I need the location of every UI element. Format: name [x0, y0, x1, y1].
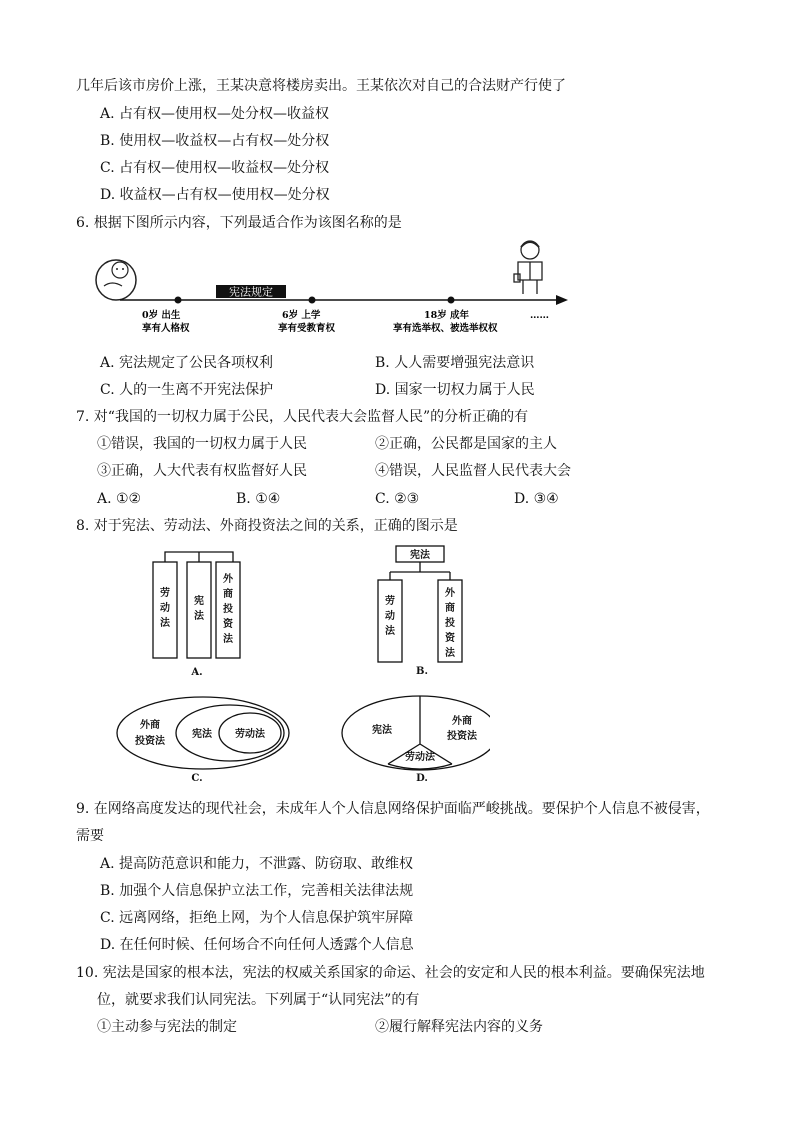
svg-text:资: 资 — [223, 619, 233, 630]
q10-item-1: ①主动参与宪法的制定 — [97, 1019, 237, 1035]
q6-option-c: C. 人的一生离不开宪法保护 — [100, 382, 274, 398]
d-foreign-2: 投资法 — [447, 731, 477, 742]
p3-age: 18岁 成年 — [424, 310, 470, 321]
q7-option-b: B. ①④ — [236, 491, 281, 507]
diagram-b-label: B. — [416, 666, 428, 677]
q6-option-b: B. 人人需要增强宪法意识 — [375, 355, 535, 371]
svg-text:法: 法 — [194, 611, 204, 622]
q9-stem-line2: 需要 — [76, 828, 104, 844]
svg-text:法: 法 — [223, 634, 233, 645]
p1-right: 享有人格权 — [142, 323, 190, 334]
q7-item-2: ②正确，公民都是国家的主人 — [375, 436, 557, 452]
c-foreign-1: 外商 — [140, 720, 160, 731]
svg-text:外: 外 — [445, 588, 455, 599]
q9-stem-line1: 9. 在网络高度发达的现代社会，未成年人个人信息网络保护面临严峻挑战。要保护个人信息不被侵害， — [76, 801, 710, 817]
svg-text:法: 法 — [160, 618, 170, 629]
baby-icon — [96, 260, 136, 300]
d-labor: 劳动法 — [405, 752, 435, 763]
q6-stem: 6. 根据下图所示内容，下列最适合作为该图名称的是 — [76, 215, 402, 231]
q5-option-b: B. 使用权—收益权—占有权—处分权 — [100, 133, 330, 149]
diagram-a-label: A. — [191, 667, 203, 678]
d-foreign-1: 外商 — [452, 716, 472, 727]
timeline-dot — [175, 297, 182, 304]
p3-right: 享有选举权、被选举权权 — [393, 323, 498, 334]
svg-text:资: 资 — [445, 633, 455, 644]
svg-text:动: 动 — [385, 611, 395, 622]
arrow-head-icon — [556, 295, 568, 305]
p2-right: 享有受教育权 — [278, 323, 336, 334]
a-labor-1: 劳 — [160, 588, 170, 599]
c-labor: 劳动法 — [235, 729, 265, 740]
q7-item-3: ③正确，人大代表有权监督好人民 — [97, 463, 307, 479]
d-constitution: 宪法 — [372, 725, 392, 736]
q6-option-a: A. 宪法规定了公民各项权利 — [100, 355, 274, 371]
diagram-d-label: D. — [416, 773, 428, 784]
q6-timeline — [90, 238, 580, 338]
p1-age: 0岁 出生 — [142, 310, 181, 321]
svg-text:法: 法 — [385, 626, 395, 637]
q9-option-b: B. 加强个人信息保护立法工作，完善相关法律法规 — [100, 883, 414, 899]
timeline-dot — [448, 297, 455, 304]
svg-text:投: 投 — [223, 604, 233, 615]
timeline-dot — [309, 297, 316, 304]
c-constitution: 宪法 — [192, 729, 212, 740]
a-foreign-1: 外 — [223, 574, 233, 585]
diagram-c-label: C. — [191, 773, 203, 784]
q9-option-d: D. 在任何时候、任何场合不向任何人透露个人信息 — [100, 937, 414, 953]
q10-stem-line1: 10. 宪法是国家的根本法，宪法的权威关系国家的命运、社会的安定和人民的根本利益。要确保宪法地 — [76, 965, 705, 981]
c-foreign-2: 投资法 — [135, 736, 165, 747]
q9-option-a: A. 提高防范意识和能力，不泄露、防窃取、敢维权 — [100, 856, 414, 872]
q5-stem: 几年后该市房价上涨，王某决意将楼房卖出。王某依次对自己的合法财产行使了 — [76, 78, 566, 94]
q7-option-a: A. ①② — [97, 491, 142, 507]
svg-text:商: 商 — [223, 589, 233, 600]
adult-icon — [514, 241, 542, 294]
p2-age: 6岁 上学 — [282, 310, 321, 321]
a-const-1: 宪 — [194, 596, 204, 607]
q8-stem: 8. 对于宪法、劳动法、外商投资法之间的关系，正确的图示是 — [76, 518, 458, 534]
q7-option-c: C. ②③ — [375, 491, 420, 507]
q10-stem-line2: 位，就要求我们认同宪法。下列属于“认同宪法”的有 — [97, 992, 420, 1008]
svg-text:投: 投 — [445, 618, 455, 629]
b-constitution: 宪法 — [410, 550, 430, 561]
q7-stem: 7. 对“我国的一切权力属于公民，人民代表大会监督人民”的分析正确的有 — [76, 409, 529, 425]
svg-text:法: 法 — [445, 648, 455, 659]
q7-item-4: ④错误，人民监督人民代表大会 — [375, 463, 571, 479]
q7-option-d: D. ③④ — [514, 491, 559, 507]
svg-text:动: 动 — [160, 603, 170, 614]
timeline-ellipsis: …… — [530, 310, 549, 321]
timeline-banner: 宪法规定 — [229, 285, 273, 299]
q6-option-d: D. 国家一切权力属于人民 — [375, 382, 535, 398]
q7-item-1: ①错误，我国的一切权力属于人民 — [97, 436, 307, 452]
q8-diagrams — [110, 540, 490, 790]
svg-text:劳: 劳 — [385, 596, 395, 607]
q10-item-2: ②履行解释宪法内容的义务 — [375, 1019, 543, 1035]
q5-option-a: A. 占有权—使用权—处分权—收益权 — [100, 106, 330, 122]
q5-option-c: C. 占有权—使用权—收益权—处分权 — [100, 160, 330, 176]
svg-text:商: 商 — [445, 603, 455, 614]
q5-option-d: D. 收益权—占有权—使用权—处分权 — [100, 187, 330, 203]
q9-option-c: C. 远离网络，拒绝上网，为个人信息保护筑牢屏障 — [100, 910, 414, 926]
